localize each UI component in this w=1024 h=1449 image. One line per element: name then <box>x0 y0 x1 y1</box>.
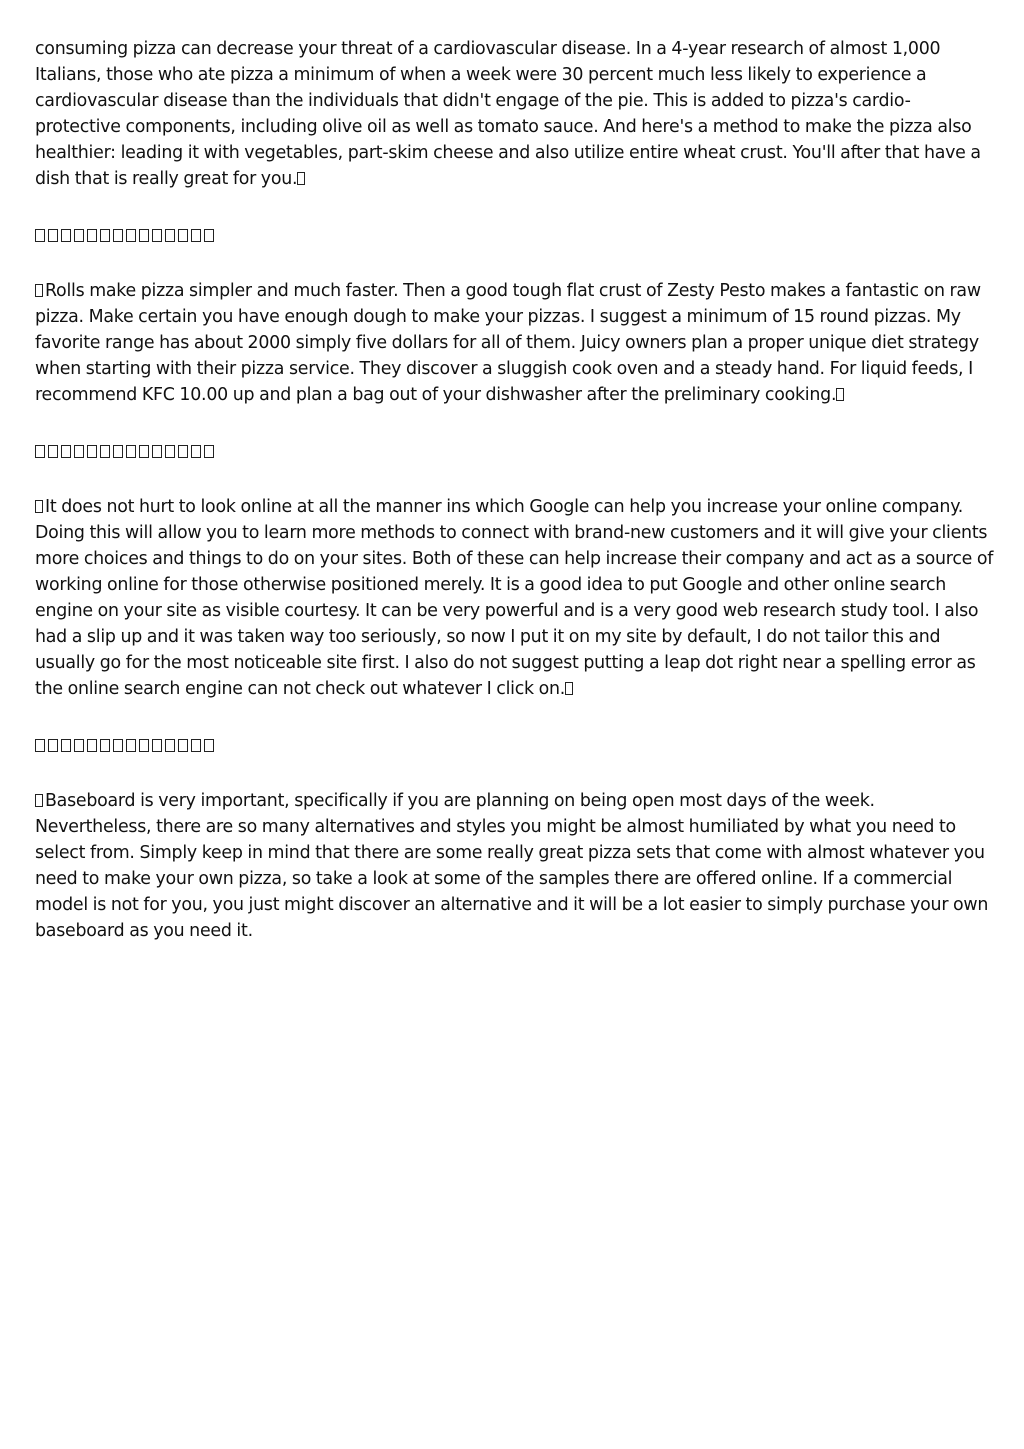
paragraph-text: Baseboard is very important, specifically if you are planning on being open most days of the week. Nevertheless, there are so many alternatives and styles you might be almost humiliated by what you need to select from. Simply keep in mind that there are some really great pizza sets that come with almost whatever you need to make your own pizza, so take a look at some of the samples there are offered online. If a commercial model is not for you, you just might discover an alternative and it will be a lot easier to simply purchase your own baseboard as you need it. <box>35 791 989 941</box>
missing-glyph-icon <box>204 739 214 752</box>
missing-glyph-icon <box>87 229 97 242</box>
missing-glyph-icon <box>126 445 136 458</box>
missing-glyph-icon <box>87 445 97 458</box>
missing-glyph-row <box>35 438 995 464</box>
missing-glyph-icon <box>100 445 110 458</box>
missing-glyph-icon <box>61 229 71 242</box>
missing-glyph-icon <box>165 739 175 752</box>
missing-glyph-icon <box>139 739 149 752</box>
missing-glyph-icon <box>139 229 149 242</box>
missing-glyph-icon <box>565 682 573 695</box>
missing-glyph-icon <box>48 229 58 242</box>
missing-glyph-row <box>35 222 995 248</box>
missing-glyph-icon <box>100 229 110 242</box>
missing-glyph-icon <box>113 229 123 242</box>
paragraph-2 <box>35 278 995 408</box>
missing-glyph-icon <box>204 445 214 458</box>
document-page <box>35 36 995 974</box>
missing-glyph-icon <box>178 739 188 752</box>
missing-glyph-icon <box>113 739 123 752</box>
missing-glyph-icon <box>61 739 71 752</box>
missing-glyph-icon <box>152 739 162 752</box>
paragraph-text: It does not hurt to look online at all the manner ins which Google can help you increase your online company. Doing this will allow you to learn more methods to connect with brand-new customers and it will give your clients more choices and things to do on your sites. Both of these can help increase their company and act as a source of working online for those otherwise positioned merely. It is a good idea to put Google and other online search engine on your site as visible courtesy. It can be very powerful and is a very good web research study tool. I also had a slip up and it was taken way too seriously, so now I put it on my site by default, I do not tailor this and usually go for the most noticeable site first. I also do not suggest putting a leap dot right near a spelling error as the online search engine can not check out whatever I click on. <box>35 497 994 699</box>
missing-glyph-icon <box>836 388 844 401</box>
missing-glyph-icon <box>48 445 58 458</box>
missing-glyph-icon <box>35 794 43 807</box>
missing-glyph-row <box>35 732 995 758</box>
paragraph-3 <box>35 494 995 702</box>
missing-glyph-icon <box>191 739 201 752</box>
missing-glyph-icon <box>191 445 201 458</box>
missing-glyph-icon <box>152 445 162 458</box>
missing-glyph-icon <box>100 739 110 752</box>
missing-glyph-icon <box>204 229 214 242</box>
missing-glyph-icon <box>35 445 45 458</box>
missing-glyph-icon <box>152 229 162 242</box>
missing-glyph-icon <box>35 500 43 513</box>
missing-glyph-icon <box>35 739 45 752</box>
paragraph-text: Rolls make pizza simpler and much faster. Then a good tough flat crust of Zesty Pesto makes a fantastic on raw pizza. Make certain you have enough dough to make your pizzas. I suggest a minimum of 15 round pizzas. My favorite range has about 2000 simply five dollars for all of them. Juicy owners plan a proper unique diet strategy when starting with their pizza service. They discover a sluggish cook oven and a steady hand. For liquid feeds, I recommend KFC 10.00 up and plan a bag out of your dishwasher after the preliminary cooking. <box>35 281 981 405</box>
missing-glyph-icon <box>61 445 71 458</box>
missing-glyph-icon <box>113 445 123 458</box>
missing-glyph-icon <box>35 229 45 242</box>
missing-glyph-icon <box>48 739 58 752</box>
missing-glyph-icon <box>74 739 84 752</box>
missing-glyph-icon <box>35 284 43 297</box>
missing-glyph-icon <box>191 229 201 242</box>
missing-glyph-icon <box>87 739 97 752</box>
missing-glyph-icon <box>165 229 175 242</box>
missing-glyph-icon <box>297 172 305 185</box>
paragraph-1 <box>35 36 995 192</box>
missing-glyph-icon <box>126 229 136 242</box>
missing-glyph-icon <box>165 445 175 458</box>
missing-glyph-icon <box>178 445 188 458</box>
paragraph-4 <box>35 788 995 944</box>
missing-glyph-icon <box>139 445 149 458</box>
missing-glyph-icon <box>178 229 188 242</box>
paragraph-text: consuming pizza can decrease your threat of a cardiovascular disease. In a 4-year research of almost 1,000 Italians, those who ate pizza a minimum of when a week were 30 percent much less likely to experience a cardiovascular disease than the individuals that didn't engage of the pie. This is added to pizza's cardio-protective components, including olive oil as well as tomato sauce. And here's a method to make the pizza also healthier: leading it with vegetables, part-skim cheese and also utilize entire wheat crust. You'll after that have a dish that is really great for you. <box>35 39 981 189</box>
missing-glyph-icon <box>74 445 84 458</box>
missing-glyph-icon <box>126 739 136 752</box>
missing-glyph-icon <box>74 229 84 242</box>
